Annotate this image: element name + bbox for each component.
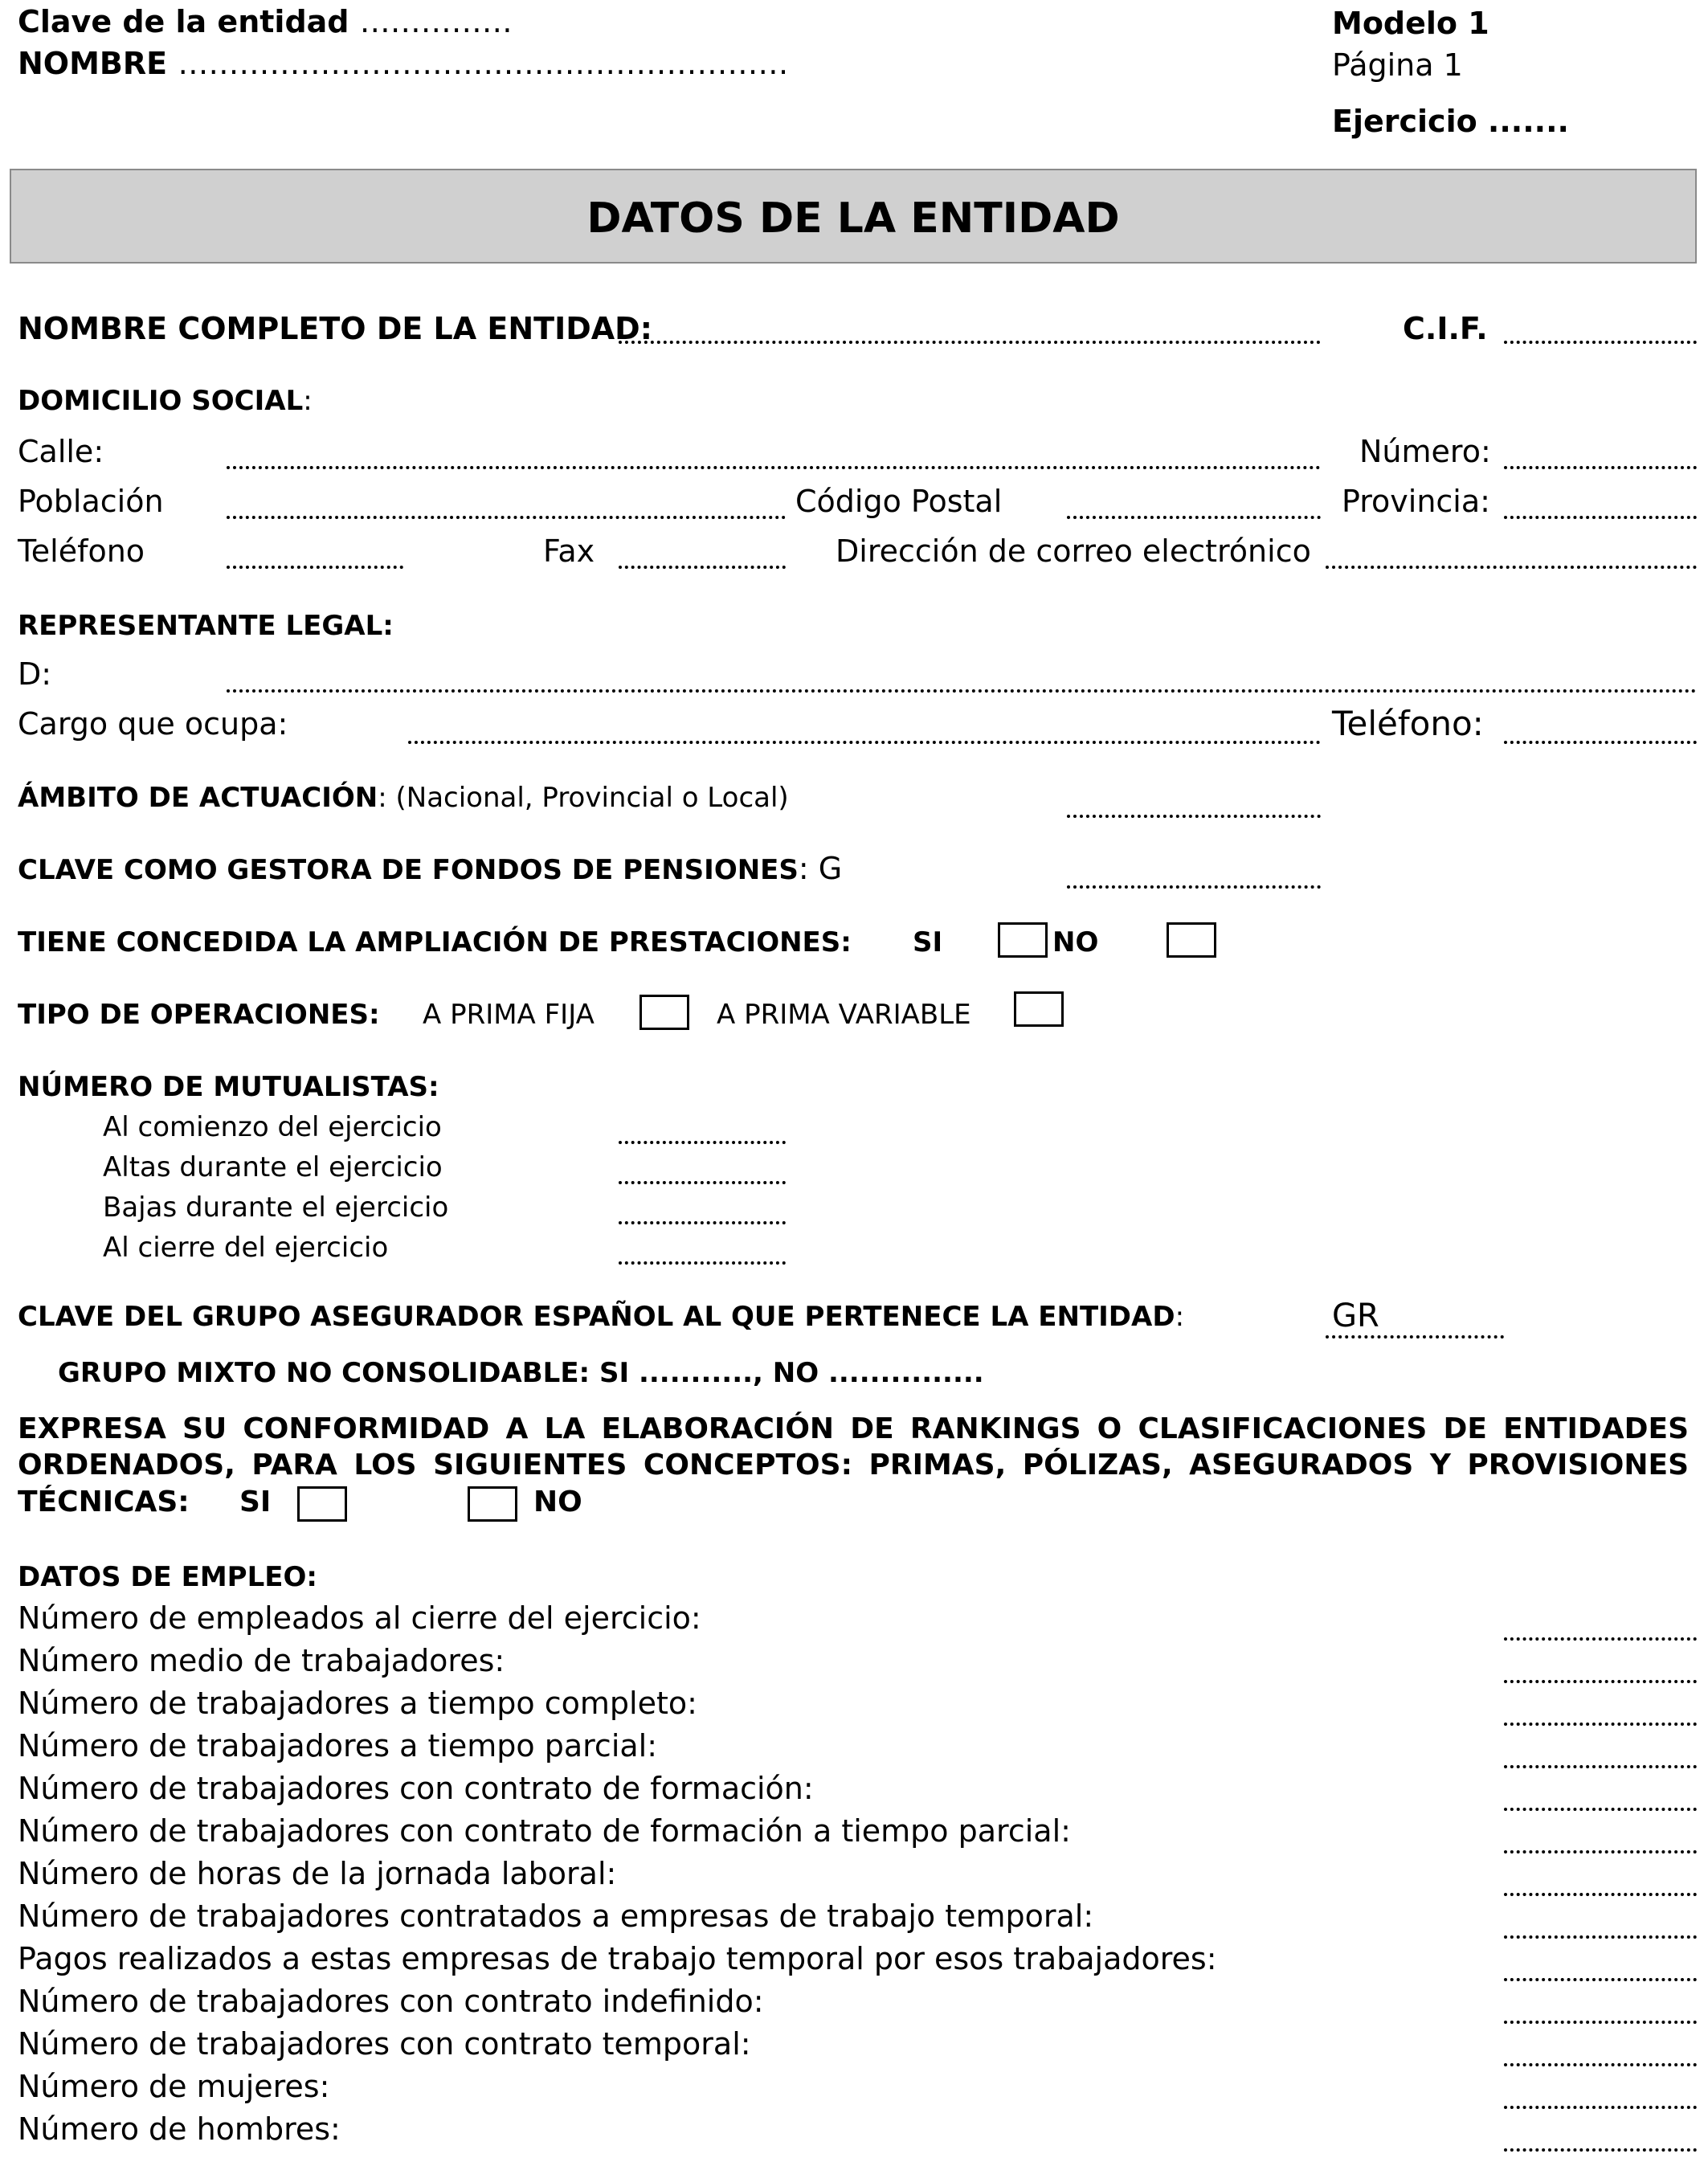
provincia-field[interactable] [1504,516,1697,519]
provincia-label: Provincia: [1342,484,1490,519]
empleo-item: Número de hombres: [18,2111,341,2147]
clave-gestora-label: CLAVE COMO GESTORA DE FONDOS DE PENSIONES: G [18,851,843,886]
empleo-item: Número de trabajadores contratados a empresas de trabajo temporal: [18,1898,1094,1934]
poblacion-field[interactable] [227,516,786,519]
empleo-field[interactable] [1504,1850,1697,1853]
empleo-field[interactable] [1504,1680,1697,1683]
nombre-completo-field[interactable] [619,341,1321,344]
clave-gestora-field[interactable] [1067,885,1321,889]
empleo-field[interactable] [1504,2148,1697,2152]
email-label: Dirección de correo electrónico [836,533,1311,569]
nombre-label: NOMBRE …………………………………………………… [18,46,789,81]
mutualistas-item: Bajas durante el ejercicio [103,1191,449,1224]
empleo-item: Número medio de trabajadores: [18,1643,505,1678]
nombre-completo-label: NOMBRE COMPLETO DE LA ENTIDAD: [18,311,652,346]
mutualistas-comienzo-field[interactable] [619,1141,786,1144]
mutualistas-cierre-field[interactable] [619,1261,786,1265]
ampliacion-no-label: NO [1052,926,1099,958]
mutualistas-item: Al cierre del ejercicio [103,1232,389,1264]
representante-heading: REPRESENTANTE LEGAL: [18,610,394,642]
empleo-heading: DATOS DE EMPLEO: [18,1561,317,1593]
conformidad-line-3: TÉCNICAS: [18,1486,190,1518]
empleo-field[interactable] [1504,1893,1697,1896]
conformidad-si-label: SI [239,1486,272,1518]
ampliacion-si-checkbox[interactable] [998,922,1048,958]
conformidad-si-checkbox[interactable] [297,1486,347,1522]
mutualistas-item: Altas durante el ejercicio [103,1151,443,1183]
mutualistas-item: Al comienzo del ejercicio [103,1111,442,1143]
empleo-item: Pagos realizados a estas empresas de trabajo temporal por esos trabajadores: [18,1941,1217,1976]
telefono-field[interactable] [227,566,403,569]
empleo-item: Número de trabajadores con contrato indefinido: [18,1984,764,2019]
page-title: DATOS DE LA ENTIDAD [586,194,1120,243]
prima-fija-checkbox[interactable] [639,995,689,1030]
ambito-field[interactable] [1067,815,1321,818]
empleo-field[interactable] [1504,2106,1697,2109]
ampliacion-label: TIENE CONCEDIDA LA AMPLIACIÓN DE PRESTACIONES: [18,926,852,958]
empleo-field[interactable] [1504,1637,1697,1641]
representante-telefono-field[interactable] [1504,741,1697,744]
empleo-field[interactable] [1504,1978,1697,1981]
operaciones-label: TIPO DE OPERACIONES: [18,999,380,1031]
cif-field[interactable] [1504,341,1697,344]
ampliacion-no-checkbox[interactable] [1167,922,1216,958]
empleo-item: Número de mujeres: [18,2069,330,2104]
prima-variable-checkbox[interactable] [1014,991,1064,1027]
cif-label: C.I.F. [1403,311,1488,346]
numero-field[interactable] [1504,466,1697,469]
empleo-item: Número de trabajadores con contrato de formación: [18,1771,814,1806]
empleo-item: Número de trabajadores a tiempo parcial: [18,1728,658,1764]
empleo-field[interactable] [1504,1723,1697,1726]
cargo-label: Cargo que ocupa: [18,706,288,742]
representante-nombre-field[interactable] [227,689,1697,693]
ambito-label: ÁMBITO DE ACTUACIÓN: (Nacional, Provincial o Local) [18,782,789,814]
empleo-field[interactable] [1504,2021,1697,2024]
clave-entidad-label: Clave de la entidad …………… [18,4,513,39]
empleo-item: Número de horas de la jornada laboral: [18,1856,617,1891]
prima-variable-label: A PRIMA VARIABLE [717,999,971,1031]
mutualistas-altas-field[interactable] [619,1181,786,1184]
empleo-item: Número de trabajadores a tiempo completo: [18,1686,697,1721]
cargo-field[interactable] [408,741,1321,744]
prima-fija-label: A PRIMA FIJA [423,999,595,1031]
empleo-field[interactable] [1504,2063,1697,2066]
empleo-field[interactable] [1504,1765,1697,1768]
numero-label: Número: [1359,434,1491,469]
grupo-field[interactable] [1326,1335,1504,1338]
domicilio-heading: DOMICILIO SOCIAL: [18,385,313,417]
ejercicio-label: Ejercicio ....... [1332,104,1569,139]
pagina-label: Página 1 [1332,47,1463,83]
fax-field[interactable] [619,566,786,569]
grupo-gr-label: GR [1332,1298,1379,1334]
conformidad-line-1: EXPRESA SU CONFORMIDAD A LA ELABORACIÓN DE RANKINGS O CLASIFICACIONES DE ENTIDADES [18,1412,1689,1445]
email-field[interactable] [1326,566,1697,569]
codigo-postal-field[interactable] [1067,516,1321,519]
conformidad-no-label: NO [533,1486,582,1518]
conformidad-no-checkbox[interactable] [468,1486,517,1522]
grupo-mixto-label: GRUPO MIXTO NO CONSOLIDABLE: SI ..........., NO ............... [58,1357,984,1389]
grupo-label: CLAVE DEL GRUPO ASEGURADOR ESPAÑOL AL QUE PERTENECE LA ENTIDAD: [18,1301,1185,1333]
modelo-label: Modelo 1 [1332,6,1489,41]
mutualistas-heading: NÚMERO DE MUTUALISTAS: [18,1071,439,1103]
mutualistas-bajas-field[interactable] [619,1221,786,1224]
representante-telefono-label: Teléfono: [1332,704,1484,743]
empleo-field[interactable] [1504,1935,1697,1939]
empleo-item: Número de empleados al cierre del ejercicio: [18,1600,701,1636]
calle-field[interactable] [227,466,1321,469]
empleo-item: Número de trabajadores con contrato temporal: [18,2026,751,2062]
d-label: D: [18,656,52,692]
codigo-postal-label: Código Postal [795,484,1003,519]
ampliacion-si-label: SI [913,926,943,958]
telefono-label: Teléfono [18,533,145,569]
conformidad-line-2: ORDENADOS, PARA LOS SIGUIENTES CONCEPTOS: PRIMAS, PÓLIZAS, ASEGURADOS Y PROVISIONES [18,1449,1689,1482]
empleo-item: Número de trabajadores con contrato de formación a tiempo parcial: [18,1813,1071,1849]
poblacion-label: Población [18,484,164,519]
fax-label: Fax [543,533,595,569]
calle-label: Calle: [18,434,104,469]
empleo-field[interactable] [1504,1808,1697,1811]
